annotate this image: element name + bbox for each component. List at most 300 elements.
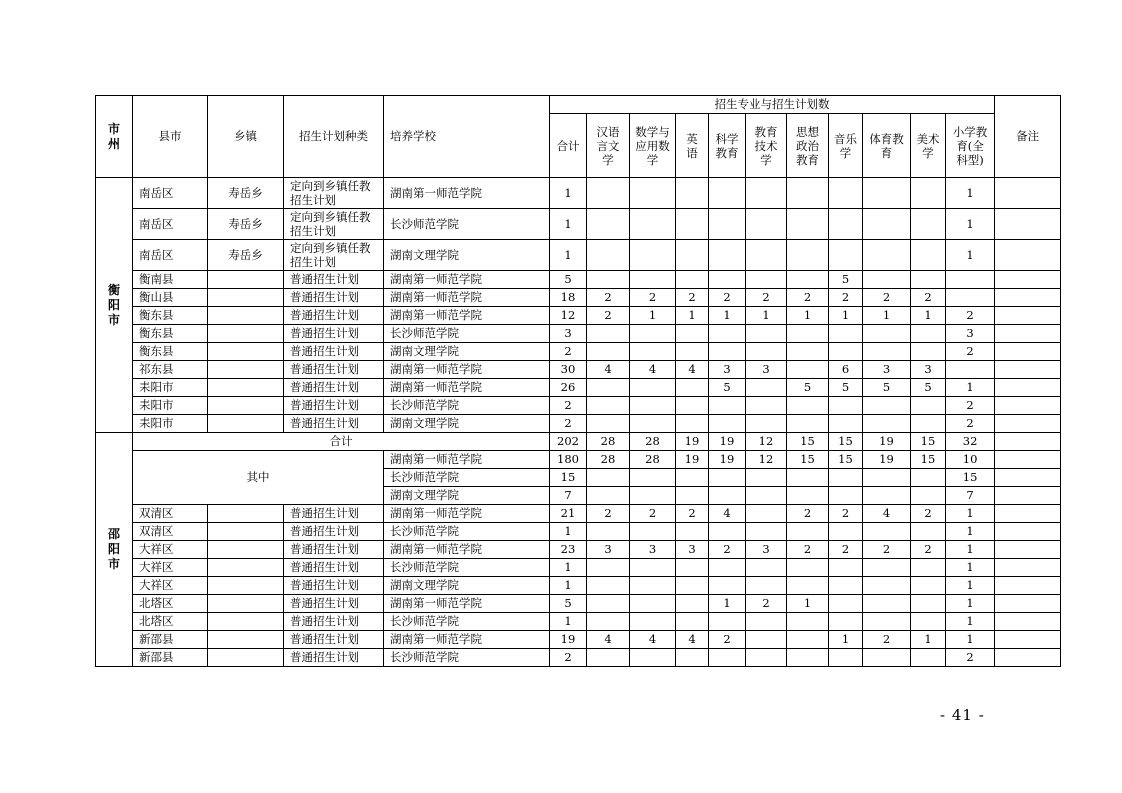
value-cell [630, 325, 676, 343]
value-cell [630, 613, 676, 631]
value-cell: 3 [746, 541, 787, 559]
value-cell [746, 559, 787, 577]
header-major: 音乐学 [829, 114, 863, 178]
value-cell [709, 613, 746, 631]
value-cell [709, 469, 746, 487]
value-cell [709, 559, 746, 577]
township-cell [208, 577, 284, 595]
value-cell [829, 577, 863, 595]
value-cell: 3 [709, 361, 746, 379]
value-cell: 2 [676, 505, 709, 523]
remarks-cell [995, 505, 1061, 523]
value-cell: 2 [550, 415, 587, 433]
value-cell: 2 [787, 541, 829, 559]
plan-type-cell: 定向到乡镇任教招生计划 [284, 178, 384, 209]
table-row [96, 577, 1061, 595]
value-cell [746, 178, 787, 209]
value-cell: 2 [863, 541, 911, 559]
plan-type-cell: 普通招生计划 [284, 541, 384, 559]
township-cell [208, 505, 284, 523]
value-cell [863, 577, 911, 595]
value-cell: 2 [676, 289, 709, 307]
value-cell: 18 [550, 289, 587, 307]
remarks-cell [995, 271, 1061, 289]
township-cell [208, 649, 284, 667]
header-township: 乡镇 [208, 96, 284, 178]
value-cell: 1 [946, 505, 995, 523]
plan-type-cell: 普通招生计划 [284, 595, 384, 613]
township-cell [208, 559, 284, 577]
plan-type-cell: 普通招生计划 [284, 415, 384, 433]
value-cell: 1 [946, 613, 995, 631]
value-cell: 1 [630, 307, 676, 325]
value-cell: 2 [630, 505, 676, 523]
value-cell [829, 469, 863, 487]
value-cell [630, 415, 676, 433]
value-cell: 1 [946, 631, 995, 649]
value-cell [911, 343, 946, 361]
value-cell: 7 [946, 487, 995, 505]
value-cell [630, 178, 676, 209]
value-cell [587, 397, 630, 415]
value-cell: 19 [709, 433, 746, 451]
school-cell: 湖南文理学院 [384, 343, 550, 361]
table-row [96, 559, 1061, 577]
school-cell: 长沙师范学院 [384, 613, 550, 631]
value-cell: 2 [630, 289, 676, 307]
value-cell: 5 [550, 271, 587, 289]
header-school: 培养学校 [384, 96, 550, 178]
value-cell [787, 613, 829, 631]
city-name: 邵阳市 [107, 527, 120, 571]
value-cell: 1 [911, 631, 946, 649]
county-cell: 祁东县 [133, 361, 208, 379]
value-cell: 2 [911, 289, 946, 307]
value-cell [630, 595, 676, 613]
value-cell: 2 [946, 649, 995, 667]
school-cell: 长沙师范学院 [384, 325, 550, 343]
value-cell [676, 523, 709, 541]
value-cell [787, 397, 829, 415]
plan-type-cell: 普通招生计划 [284, 505, 384, 523]
value-cell: 2 [911, 541, 946, 559]
value-cell [911, 397, 946, 415]
value-cell: 1 [946, 577, 995, 595]
header-major: 英语 [676, 114, 709, 178]
value-cell [746, 631, 787, 649]
value-cell [911, 613, 946, 631]
plan-type-cell: 普通招生计划 [284, 613, 384, 631]
table-row [96, 631, 1061, 649]
value-cell [829, 397, 863, 415]
header-row-1 [96, 96, 1061, 114]
school-cell: 湖南第一师范学院 [384, 307, 550, 325]
value-cell: 5 [550, 595, 587, 613]
value-cell [746, 397, 787, 415]
value-cell [676, 613, 709, 631]
value-cell [863, 469, 911, 487]
value-cell [709, 415, 746, 433]
township-cell [208, 361, 284, 379]
remarks-cell [995, 469, 1061, 487]
value-cell [746, 325, 787, 343]
township-cell [208, 631, 284, 649]
county-cell: 南岳区 [133, 178, 208, 209]
value-cell [829, 325, 863, 343]
school-cell: 湖南文理学院 [384, 240, 550, 271]
value-cell [787, 325, 829, 343]
school-cell: 湖南第一师范学院 [384, 595, 550, 613]
value-cell [746, 649, 787, 667]
value-cell [911, 209, 946, 240]
value-cell: 1 [709, 595, 746, 613]
county-cell: 耒阳市 [133, 397, 208, 415]
table-row [96, 541, 1061, 559]
table-row [96, 307, 1061, 325]
school-cell: 湖南第一师范学院 [384, 379, 550, 397]
value-cell: 202 [550, 433, 587, 451]
remarks-cell [995, 343, 1061, 361]
value-cell: 15 [787, 433, 829, 451]
value-cell: 1 [550, 178, 587, 209]
county-cell: 衡东县 [133, 307, 208, 325]
value-cell [676, 343, 709, 361]
value-cell: 30 [550, 361, 587, 379]
county-cell: 南岳区 [133, 240, 208, 271]
township-cell [208, 307, 284, 325]
value-cell: 12 [746, 451, 787, 469]
value-cell: 4 [630, 631, 676, 649]
value-cell: 28 [587, 451, 630, 469]
remarks-cell [995, 307, 1061, 325]
school-cell: 湖南第一师范学院 [384, 178, 550, 209]
header-major: 小学教育(全科型) [946, 114, 995, 178]
remarks-cell [995, 451, 1061, 469]
value-cell [863, 559, 911, 577]
value-cell: 23 [550, 541, 587, 559]
value-cell [829, 649, 863, 667]
township-cell: 寿岳乡 [208, 178, 284, 209]
value-cell: 2 [587, 307, 630, 325]
value-cell: 19 [863, 451, 911, 469]
value-cell [676, 469, 709, 487]
value-cell [787, 559, 829, 577]
value-cell [863, 209, 911, 240]
value-cell: 19 [676, 433, 709, 451]
value-cell: 28 [630, 433, 676, 451]
remarks-cell [995, 631, 1061, 649]
remarks-cell [995, 541, 1061, 559]
value-cell [630, 240, 676, 271]
school-cell: 湖南文理学院 [384, 577, 550, 595]
value-cell [746, 523, 787, 541]
value-cell: 4 [587, 361, 630, 379]
county-cell: 衡东县 [133, 325, 208, 343]
county-cell: 耒阳市 [133, 415, 208, 433]
value-cell: 19 [676, 451, 709, 469]
value-cell [676, 271, 709, 289]
value-cell: 19 [863, 433, 911, 451]
value-cell [587, 343, 630, 361]
value-cell [787, 271, 829, 289]
table-row [96, 240, 1061, 271]
school-cell: 长沙师范学院 [384, 209, 550, 240]
value-cell [787, 343, 829, 361]
value-cell: 15 [787, 451, 829, 469]
value-cell [676, 379, 709, 397]
county-cell: 耒阳市 [133, 379, 208, 397]
value-cell: 1 [787, 307, 829, 325]
remarks-cell [995, 240, 1061, 271]
remarks-cell [995, 415, 1061, 433]
value-cell [709, 271, 746, 289]
header-remarks: 备注 [995, 96, 1061, 178]
value-cell: 26 [550, 379, 587, 397]
value-cell: 2 [709, 631, 746, 649]
plan-type-cell: 普通招生计划 [284, 379, 384, 397]
value-cell: 2 [946, 415, 995, 433]
township-cell [208, 415, 284, 433]
total-label: 合计 [133, 433, 550, 451]
header-major: 汉语言文学 [587, 114, 630, 178]
school-cell: 湖南第一师范学院 [384, 451, 550, 469]
county-cell: 大祥区 [133, 541, 208, 559]
value-cell [911, 240, 946, 271]
value-cell [829, 343, 863, 361]
value-cell [946, 271, 995, 289]
value-cell: 1 [550, 523, 587, 541]
value-cell [676, 178, 709, 209]
value-cell [911, 415, 946, 433]
city-name: 衡阳市 [107, 282, 120, 327]
value-cell: 32 [946, 433, 995, 451]
value-cell: 3 [863, 361, 911, 379]
value-cell: 1 [946, 541, 995, 559]
table-row [96, 343, 1061, 361]
value-cell: 2 [787, 289, 829, 307]
header-majors-group: 招生专业与招生计划数 [550, 96, 995, 114]
school-cell: 湖南第一师范学院 [384, 361, 550, 379]
value-cell: 1 [863, 307, 911, 325]
value-cell: 4 [863, 505, 911, 523]
table-row [96, 505, 1061, 523]
value-cell [911, 577, 946, 595]
value-cell: 4 [630, 361, 676, 379]
table-row [96, 271, 1061, 289]
table-row [96, 649, 1061, 667]
value-cell: 1 [946, 559, 995, 577]
table-row [96, 397, 1061, 415]
county-cell: 大祥区 [133, 559, 208, 577]
value-cell [746, 271, 787, 289]
among-label: 其中 [133, 451, 384, 505]
city-cell [96, 178, 133, 433]
value-cell: 5 [709, 379, 746, 397]
plan-type-cell: 普通招生计划 [284, 523, 384, 541]
plan-type-cell: 普通招生计划 [284, 271, 384, 289]
header-major: 体育教育 [863, 114, 911, 178]
value-cell [587, 559, 630, 577]
value-cell [863, 613, 911, 631]
value-cell [587, 469, 630, 487]
table-row [96, 289, 1061, 307]
remarks-cell [995, 559, 1061, 577]
value-cell [587, 325, 630, 343]
county-cell: 衡南县 [133, 271, 208, 289]
value-cell: 5 [829, 271, 863, 289]
table-row [96, 613, 1061, 631]
county-cell: 衡东县 [133, 343, 208, 361]
plan-type-cell: 普通招生计划 [284, 325, 384, 343]
value-cell [863, 487, 911, 505]
value-cell [746, 469, 787, 487]
value-cell: 1 [550, 577, 587, 595]
value-cell [709, 523, 746, 541]
value-cell [746, 240, 787, 271]
value-cell [709, 343, 746, 361]
value-cell [587, 415, 630, 433]
value-cell: 1 [911, 307, 946, 325]
school-cell: 长沙师范学院 [384, 649, 550, 667]
school-cell: 湖南第一师范学院 [384, 271, 550, 289]
value-cell: 2 [709, 289, 746, 307]
value-cell: 2 [550, 397, 587, 415]
value-cell: 3 [630, 541, 676, 559]
value-cell [829, 613, 863, 631]
township-cell: 寿岳乡 [208, 240, 284, 271]
table-row [96, 325, 1061, 343]
value-cell: 2 [550, 649, 587, 667]
table-row [96, 523, 1061, 541]
value-cell [676, 397, 709, 415]
value-cell: 19 [709, 451, 746, 469]
value-cell [787, 209, 829, 240]
value-cell: 1 [550, 613, 587, 631]
value-cell [911, 178, 946, 209]
value-cell [829, 523, 863, 541]
table-row [96, 595, 1061, 613]
value-cell [587, 649, 630, 667]
value-cell: 2 [587, 289, 630, 307]
value-cell [829, 415, 863, 433]
subtotal-row [96, 451, 1061, 469]
value-cell [587, 595, 630, 613]
school-cell: 长沙师范学院 [384, 523, 550, 541]
value-cell: 12 [746, 433, 787, 451]
value-cell [676, 415, 709, 433]
value-cell: 2 [863, 631, 911, 649]
value-cell [709, 397, 746, 415]
township-cell [208, 613, 284, 631]
value-cell: 1 [946, 595, 995, 613]
value-cell: 15 [911, 433, 946, 451]
value-cell: 2 [787, 505, 829, 523]
school-cell: 湖南文理学院 [384, 487, 550, 505]
value-cell: 1 [946, 523, 995, 541]
plan-type-cell: 普通招生计划 [284, 289, 384, 307]
value-cell: 4 [676, 361, 709, 379]
table-row [96, 361, 1061, 379]
value-cell [676, 325, 709, 343]
value-cell: 4 [709, 505, 746, 523]
school-cell: 长沙师范学院 [384, 559, 550, 577]
table-row [96, 178, 1061, 209]
value-cell [911, 523, 946, 541]
value-cell [863, 178, 911, 209]
value-cell [709, 178, 746, 209]
township-cell [208, 271, 284, 289]
value-cell [863, 343, 911, 361]
value-cell: 15 [911, 451, 946, 469]
remarks-cell [995, 649, 1061, 667]
county-cell: 南岳区 [133, 209, 208, 240]
value-cell [709, 577, 746, 595]
value-cell [787, 415, 829, 433]
value-cell [709, 649, 746, 667]
value-cell [587, 240, 630, 271]
remarks-cell [995, 433, 1061, 451]
value-cell: 5 [829, 379, 863, 397]
value-cell [911, 595, 946, 613]
value-cell [630, 343, 676, 361]
value-cell [630, 271, 676, 289]
township-cell [208, 289, 284, 307]
value-cell [787, 649, 829, 667]
value-cell [829, 178, 863, 209]
value-cell: 12 [550, 307, 587, 325]
value-cell [746, 613, 787, 631]
remarks-cell [995, 325, 1061, 343]
value-cell: 3 [550, 325, 587, 343]
value-cell: 2 [829, 505, 863, 523]
value-cell: 7 [550, 487, 587, 505]
header-major: 美术学 [911, 114, 946, 178]
value-cell: 5 [911, 379, 946, 397]
value-cell [787, 178, 829, 209]
value-cell [630, 397, 676, 415]
school-cell: 长沙师范学院 [384, 469, 550, 487]
value-cell: 2 [709, 541, 746, 559]
value-cell [911, 271, 946, 289]
value-cell [630, 487, 676, 505]
value-cell [863, 271, 911, 289]
remarks-cell [995, 523, 1061, 541]
plan-type-cell: 定向到乡镇任教招生计划 [284, 240, 384, 271]
value-cell [746, 343, 787, 361]
value-cell [587, 379, 630, 397]
value-cell: 2 [829, 289, 863, 307]
value-cell: 1 [946, 209, 995, 240]
value-cell: 3 [676, 541, 709, 559]
value-cell: 21 [550, 505, 587, 523]
school-cell: 湖南第一师范学院 [384, 541, 550, 559]
value-cell [787, 240, 829, 271]
value-cell: 1 [787, 595, 829, 613]
header-plan-type: 招生计划种类 [284, 96, 384, 178]
plan-type-cell: 普通招生计划 [284, 397, 384, 415]
value-cell: 2 [587, 505, 630, 523]
value-cell: 3 [911, 361, 946, 379]
county-cell: 北塔区 [133, 613, 208, 631]
value-cell [630, 209, 676, 240]
header-major: 数学与应用数学 [630, 114, 676, 178]
header-major: 科学教育 [709, 114, 746, 178]
header-major: 教育技术学 [746, 114, 787, 178]
value-cell [863, 523, 911, 541]
value-cell [829, 240, 863, 271]
value-cell: 19 [550, 631, 587, 649]
table-body [96, 96, 1061, 667]
